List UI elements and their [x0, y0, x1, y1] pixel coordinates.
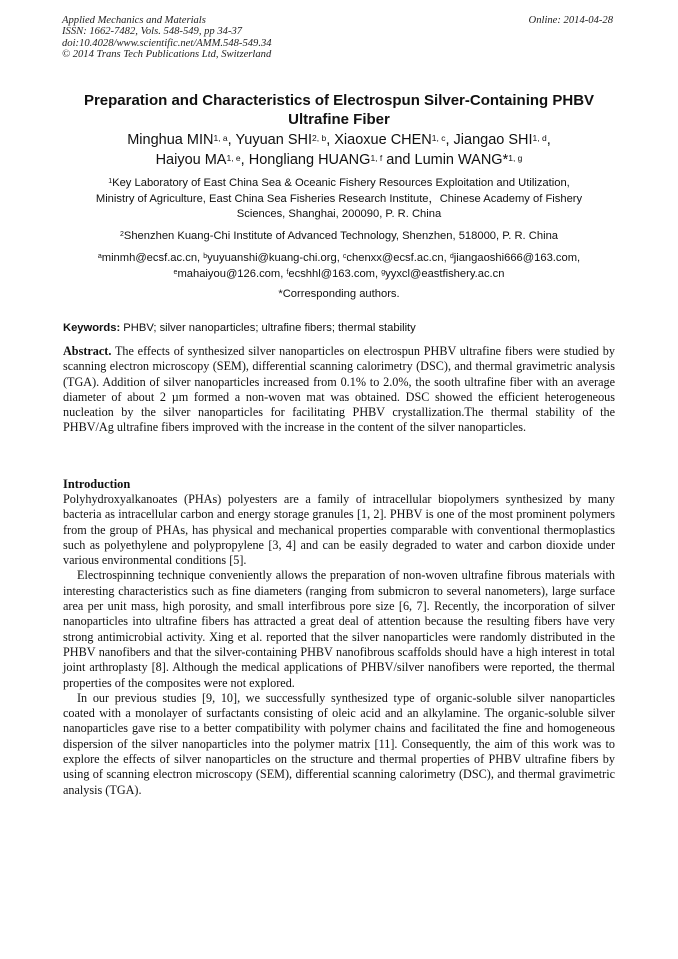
author-separator: , — [445, 132, 454, 148]
email-mark: d — [449, 253, 454, 260]
author-list — [50, 130, 628, 170]
issn-line: ISSN: 1662-7482, Vols. 548-549, pp 34-37 — [62, 26, 243, 38]
email-mark: c — [342, 253, 347, 260]
affiliation-1-line-2: Ministry of Agriculture, East China Sea Fisheries Research Institute，Chinese Academy of Fishery — [95, 192, 583, 205]
affiliation-text: Key Laboratory of East China Sea & Oceanic Fishery Resources Exploitation and Utilization, — [112, 177, 570, 189]
author-name: Lumin WANG* — [414, 152, 509, 168]
title-line-1: Preparation and Characteristics of Electrospun Silver-Containing PHBV — [83, 92, 595, 109]
introduction-paragraph: Polyhydroxyalkanoates (PHAs) polyesters are a family of intracellular biopolymers synthesized by many bacteria as intracellular carbon and energy storage granules [1, 2]. PHBV is one of the most prominent polymers from the group of PHAs, has physical and mechanical properties comparable with conventional thermoplastics such as polyethylene and polypropylene [3, 4] and can be easily degraded to water and carbon dioxide under various environmental conditions [5]. — [63, 492, 615, 568]
email-link[interactable]: mahaiyou@126.com, — [177, 267, 287, 280]
introduction-body — [63, 492, 615, 798]
author-name: Minghua MIN — [127, 132, 214, 148]
email-mark: f — [286, 268, 289, 276]
email-mark: e — [173, 268, 178, 276]
paper-title — [50, 91, 628, 129]
affiliation-1-line-1 — [50, 176, 628, 192]
abstract-paragraph — [63, 344, 615, 436]
doi-line: doi:10.4028/www.scientific.net/AMM.548-549.34 — [62, 37, 272, 49]
affiliation-2 — [50, 229, 628, 245]
introduction-heading: Introduction — [63, 477, 131, 491]
abstract-label: Abstract. — [63, 344, 112, 358]
affiliation-1 — [50, 176, 628, 223]
author-affiliation-mark: 1, d — [532, 133, 547, 143]
corresponding-author-note: *Corresponding authors. — [278, 288, 400, 300]
author-name: Jiangao SHI — [453, 132, 533, 148]
author-name: Hongliang HUANG — [248, 152, 371, 168]
keywords — [63, 321, 615, 336]
author-affiliation-mark: 1, a — [213, 133, 228, 143]
journal-name: Applied Mechanics and Materials — [62, 15, 206, 26]
email-link[interactable]: minmh@ecsf.ac.cn, — [101, 252, 204, 264]
author-name: Xiaoxue CHEN — [334, 132, 432, 148]
online-date: Online: 2014-04-28 — [528, 15, 613, 26]
author-affiliation-mark: 1, e — [226, 153, 241, 163]
email-mark: a — [97, 253, 102, 260]
author-separator: , — [546, 132, 551, 148]
author-line-1 — [50, 130, 628, 150]
email-mark: b — [203, 253, 208, 260]
copyright-line: © 2014 Trans Tech Publications Ltd, Switzerland — [62, 49, 272, 61]
keywords-text: PHBV; silver nanoparticles; ultrafine fibers; thermal stability — [120, 322, 416, 334]
author-separator: , — [240, 152, 249, 168]
email-mark: g — [381, 268, 386, 276]
author-line-2 — [50, 150, 628, 170]
affiliation-text: Shenzhen Kuang-Chi Institute of Advanced Technology, Shenzhen, 518000, P. R. China — [123, 230, 559, 242]
email-link[interactable]: ecshhl@163.com, — [288, 267, 382, 280]
email-line-2 — [50, 267, 628, 283]
introduction-paragraph: In our previous studies [9, 10], we successfully synthesized type of organic-soluble silver nanoparticles coated with a monolayer of surfactants consisting of oleic acid and an alkylamine. The organic-soluble silver nanoparticles gave rise to a better compatibility with polymer chains and facilitated the fine and homogeneous dispersion of the silver nanoparticles into the polymer matrix [11]. Consequently, the aim of this work was to explore the effects of silver nanoparticles on the structure and thermal properties of PHBV ultrafine fibers by using of scanning electron microscopy (SEM), differential scanning calorimetry (DSC), and thermal gravimetric analysis (TGA). — [63, 690, 615, 797]
keywords-label: Keywords: — [63, 322, 121, 334]
author-emails — [50, 251, 628, 282]
email-link[interactable]: yyxcl@eastfishery.ac.cn — [385, 267, 505, 280]
email-link[interactable]: yuyuanshi@kuang-chi.org, — [207, 252, 343, 264]
author-name: Yuyuan SHI — [235, 132, 313, 148]
email-line-1 — [50, 251, 628, 267]
author-affiliation-mark: 1, c — [431, 133, 446, 143]
author-separator: , — [326, 132, 335, 148]
author-separator: , — [227, 132, 236, 148]
introduction-paragraph: Electrospinning technique conveniently allows the preparation of non-woven ultrafine fibrous materials with interesting characteristics such as fine diameters (ranging from submicron to several nanometers), large surface area per unit mass, high porosity, and small interfibrous pore size [6, 7]. Recently, the incorporation of silver nanoparticles into ultrafine fibers has attracted a great deal of attention because the resulting fibers have very strong antimicrobial activity. Xing et al. reported that the silver nanoparticles were randomly distributed in the PHBV nanofibers and that the silver-containing PHBV nanofibrous scaffolds should have a high interest in total joint arthroplasty [8]. Although the medical applications of PHBV/silver nanofibers were reported, the thermal properties of the composites were not explored. — [63, 568, 615, 690]
author-separator: and — [382, 152, 415, 168]
publication-header — [62, 15, 272, 61]
affiliation-mark: 1 — [108, 178, 113, 185]
abstract-text: The effects of synthesized silver nanoparticles on electrospun PHBV ultrafine fibers were studied by scanning electron microscopy (SEM), differential scanning calorimetry (DSC), and thermal gravimetric analysis (TGA). Addition of silver nanoparticles increased from 0.1% to 2.0%, the sooth ultrafine fiber with an average diameter of about 2 µm formed a non-woven mat was obtained. DSC showed the efficient heterogeneous nucleation by the silver nanoparticles for facilitating PHBV crystallization.The thermal stability of the PHBV/Ag ultrafine fibers improved with the increase in the content of the silver nanoparticles. — [63, 344, 615, 435]
abstract — [63, 344, 615, 436]
author-affiliation-mark: 1, f — [370, 153, 383, 163]
author-affiliation-mark: 2, b — [312, 133, 327, 143]
author-name: Haiyou MA — [155, 152, 227, 168]
affiliation-mark: 2 — [119, 231, 124, 238]
email-link[interactable]: jiangaoshi666@163.com, — [453, 252, 581, 264]
author-affiliation-mark: 1, g — [508, 153, 523, 163]
title-line-2: Ultrafine Fiber — [288, 111, 390, 128]
email-link[interactable]: chenxx@ecsf.ac.cn, — [346, 252, 450, 264]
affiliation-1-line-3: Sciences, Shanghai, 200090, P. R. China — [236, 208, 442, 220]
